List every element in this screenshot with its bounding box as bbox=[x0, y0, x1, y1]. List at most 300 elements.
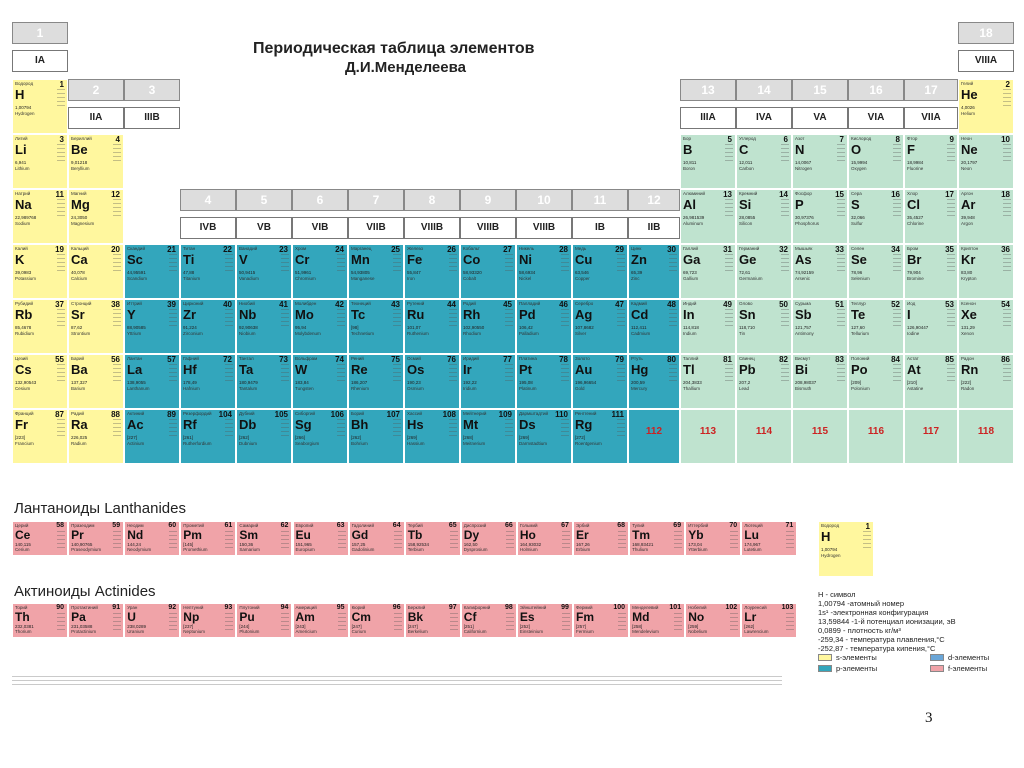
electron-config-text bbox=[393, 364, 401, 384]
atomic-mass: 15,9994 bbox=[851, 160, 868, 165]
atomic-mass: [272] bbox=[575, 435, 586, 440]
electron-config-text bbox=[506, 613, 514, 633]
element-name-en: Copper bbox=[575, 276, 590, 281]
lanthanide-cell-ce[interactable] bbox=[12, 521, 68, 556]
actinide-cell-cm[interactable] bbox=[349, 603, 405, 638]
element-name-ru: Резерфордий bbox=[183, 411, 212, 416]
atomic-mass: 164,93032 bbox=[519, 542, 542, 547]
lanthanide-cell-nd[interactable] bbox=[124, 521, 180, 556]
element-cell-ca[interactable] bbox=[68, 244, 124, 299]
element-cell-o[interactable] bbox=[848, 134, 904, 189]
element-cell-sb[interactable] bbox=[792, 299, 848, 354]
atomic-mass: 39,948 bbox=[961, 215, 975, 220]
electron-config-text bbox=[781, 144, 789, 164]
lanthanide-cell-er[interactable] bbox=[573, 521, 629, 556]
electron-config-text bbox=[450, 613, 458, 633]
electron-config-text bbox=[57, 144, 65, 164]
element-name-en: Antimony bbox=[795, 331, 814, 336]
element-name-en: Osmium bbox=[407, 386, 424, 391]
element-name-ru: Палладий bbox=[519, 301, 541, 306]
atomic-number: 8 bbox=[895, 135, 900, 144]
element-cell-si[interactable] bbox=[736, 189, 792, 244]
element-cell-he[interactable] bbox=[958, 79, 1014, 134]
element-cell-ac[interactable] bbox=[124, 409, 180, 464]
element-name-en: Thorium bbox=[15, 629, 32, 634]
atomic-number: 60 bbox=[168, 522, 177, 529]
element-cell-pd[interactable] bbox=[516, 299, 572, 354]
element-cell-zn[interactable] bbox=[628, 244, 680, 299]
element-name-ru: Америций bbox=[295, 605, 317, 610]
electron-config-text bbox=[169, 531, 177, 551]
actinide-cell-np[interactable] bbox=[180, 603, 236, 638]
element-name-ru: Родий bbox=[463, 301, 476, 306]
element-cell-hg[interactable] bbox=[628, 354, 680, 409]
electron-config-text bbox=[169, 309, 177, 329]
element-cell-ge[interactable] bbox=[736, 244, 792, 299]
element-symbol: Am bbox=[295, 610, 315, 624]
atomic-number: 79 bbox=[615, 355, 624, 364]
electron-config-text bbox=[57, 254, 65, 274]
element-cell-tc[interactable] bbox=[348, 299, 404, 354]
element-name-en: Bohrium bbox=[351, 441, 368, 446]
element-symbol: Rn bbox=[961, 362, 979, 377]
element-cell-rg[interactable] bbox=[572, 409, 628, 464]
element-cell-sg[interactable] bbox=[292, 409, 348, 464]
element-symbol: Ho bbox=[519, 528, 536, 542]
electron-config-text bbox=[863, 531, 871, 551]
element-cell-b[interactable] bbox=[680, 134, 736, 189]
group-number-17: 17 bbox=[904, 79, 958, 101]
element-cell-w[interactable] bbox=[292, 354, 348, 409]
actinide-cell-th[interactable] bbox=[12, 603, 68, 638]
element-cell-sc[interactable] bbox=[124, 244, 180, 299]
atomic-mass: 180,9479 bbox=[239, 380, 258, 385]
element-name-ru: Таллий bbox=[683, 356, 699, 361]
lanthanide-cell-pm[interactable] bbox=[180, 521, 236, 556]
element-name-ru: Тантал bbox=[239, 356, 254, 361]
element-cell-in[interactable] bbox=[680, 299, 736, 354]
actinide-cell-cf[interactable] bbox=[461, 603, 517, 638]
lanthanide-cell-tb[interactable] bbox=[405, 521, 461, 556]
element-cell-at[interactable] bbox=[904, 354, 958, 409]
element-symbol: Re bbox=[351, 362, 368, 377]
actinide-cell-pa[interactable] bbox=[68, 603, 124, 638]
element-symbol: O bbox=[851, 142, 862, 157]
element-name-ru: Эрбий bbox=[576, 523, 590, 528]
element-symbol: No bbox=[688, 610, 705, 624]
electron-config-text bbox=[561, 419, 569, 439]
element-cell-na[interactable] bbox=[12, 189, 68, 244]
actinide-cell-bk[interactable] bbox=[405, 603, 461, 638]
element-symbol: Fm bbox=[576, 610, 594, 624]
element-name-en: Chromium bbox=[295, 276, 316, 281]
atomic-mass: 183,84 bbox=[295, 380, 309, 385]
lanthanide-cell-gd[interactable] bbox=[349, 521, 405, 556]
element-name-ru: Прометий bbox=[183, 523, 205, 528]
element-name-en: Gold bbox=[575, 386, 585, 391]
element-symbol: Ru bbox=[407, 307, 425, 322]
atomic-number: 9 bbox=[949, 135, 954, 144]
element-symbol: Os bbox=[407, 362, 425, 377]
element-cell-fr[interactable] bbox=[12, 409, 68, 464]
lanthanide-cell-lu[interactable] bbox=[741, 521, 797, 556]
element-symbol: Cd bbox=[631, 307, 649, 322]
electron-config-text bbox=[450, 531, 458, 551]
atomic-number: 47 bbox=[615, 300, 624, 309]
element-name-en: Manganese bbox=[351, 276, 375, 281]
atomic-number: 37 bbox=[55, 300, 64, 309]
group-number-13: 13 bbox=[680, 79, 736, 101]
element-cell-db[interactable] bbox=[236, 409, 292, 464]
element-cell-115[interactable] bbox=[792, 409, 848, 464]
element-cell-se[interactable] bbox=[848, 244, 904, 299]
element-name-en: Phosphorus bbox=[795, 221, 820, 226]
element-cell-hs[interactable] bbox=[404, 409, 460, 464]
actinide-cell-no[interactable] bbox=[685, 603, 741, 638]
element-cell-li[interactable] bbox=[12, 134, 68, 189]
element-cell-ds[interactable] bbox=[516, 409, 572, 464]
element-symbol: Cr bbox=[295, 252, 310, 267]
element-cell-be[interactable] bbox=[68, 134, 124, 189]
element-name-ru: Самарий bbox=[239, 523, 259, 528]
element-symbol: Ce bbox=[15, 528, 31, 542]
group-number-4: 4 bbox=[180, 189, 236, 211]
element-symbol: Cf bbox=[463, 610, 477, 624]
element-name-en: Molybdenum bbox=[295, 331, 321, 336]
atomic-number: 14 bbox=[779, 190, 788, 199]
element-cell-sn[interactable] bbox=[736, 299, 792, 354]
electron-config-text bbox=[113, 419, 121, 439]
element-cell-113[interactable] bbox=[680, 409, 736, 464]
element-name-ru: Сиборгий bbox=[295, 411, 316, 416]
element-cell-112[interactable] bbox=[628, 409, 680, 464]
electron-config-text bbox=[225, 531, 233, 551]
element-cell-fe[interactable] bbox=[404, 244, 460, 299]
element-cell-117[interactable] bbox=[904, 409, 958, 464]
element-cell-pt[interactable] bbox=[516, 354, 572, 409]
lanthanide-cell-sm[interactable] bbox=[236, 521, 292, 556]
element-cell-au[interactable] bbox=[572, 354, 628, 409]
element-name-ru: Селен bbox=[851, 246, 865, 251]
element-cell-p[interactable] bbox=[792, 189, 848, 244]
element-name-ru: Углерод bbox=[739, 136, 756, 141]
element-name-en: Neon bbox=[961, 166, 972, 171]
element-symbol: K bbox=[15, 252, 25, 267]
electron-config-text bbox=[781, 254, 789, 274]
table-subtitle: Д.И.Менделеева bbox=[345, 59, 466, 76]
group-number-3: 3 bbox=[124, 79, 180, 101]
element-symbol: Pt bbox=[519, 362, 532, 377]
element-symbol: Es bbox=[519, 610, 535, 624]
element-cell-ir[interactable] bbox=[460, 354, 516, 409]
electron-config-text bbox=[225, 364, 233, 384]
element-cell-rh[interactable] bbox=[460, 299, 516, 354]
element-name-ru: Цирконий bbox=[183, 301, 204, 306]
actinide-cell-lr[interactable] bbox=[741, 603, 797, 638]
element-cell-kr[interactable] bbox=[958, 244, 1014, 299]
atomic-number: 46 bbox=[559, 300, 568, 309]
element-cell-ra[interactable] bbox=[68, 409, 124, 464]
electron-config-text bbox=[947, 199, 955, 219]
group-label-11: IB bbox=[572, 217, 628, 239]
element-cell-ta[interactable] bbox=[236, 354, 292, 409]
element-cell-re[interactable] bbox=[348, 354, 404, 409]
electron-config-text bbox=[669, 254, 677, 274]
lanthanide-cell-yb[interactable] bbox=[685, 521, 741, 556]
element-cell-f[interactable] bbox=[904, 134, 958, 189]
element-cell-ni[interactable] bbox=[516, 244, 572, 299]
atomic-number: 116 bbox=[867, 426, 885, 437]
element-name-ru: Иттербий bbox=[688, 523, 709, 528]
lanthanide-cell-pr[interactable] bbox=[68, 521, 124, 556]
atomic-number: 57 bbox=[167, 355, 176, 364]
atomic-number: 108 bbox=[442, 410, 456, 419]
atomic-number: 83 bbox=[835, 355, 844, 364]
element-cell-mo[interactable] bbox=[292, 299, 348, 354]
element-symbol: Bh bbox=[351, 417, 369, 432]
legend-swatch bbox=[818, 665, 832, 672]
element-cell-s[interactable] bbox=[848, 189, 904, 244]
element-cell-pb[interactable] bbox=[736, 354, 792, 409]
element-symbol: Pb bbox=[739, 362, 756, 377]
element-cell-mt[interactable] bbox=[460, 409, 516, 464]
element-name-en: Helium bbox=[961, 111, 976, 116]
element-cell-co[interactable] bbox=[460, 244, 516, 299]
electron-config-text bbox=[393, 419, 401, 439]
element-cell-ru[interactable] bbox=[404, 299, 460, 354]
element-cell-al[interactable] bbox=[680, 189, 736, 244]
atomic-mass: 226,025 bbox=[71, 435, 88, 440]
atomic-mass: 195,08 bbox=[519, 380, 533, 385]
actinide-cell-es[interactable] bbox=[517, 603, 573, 638]
atomic-mass: 132,90543 bbox=[15, 380, 37, 385]
lanthanide-cell-dy[interactable] bbox=[461, 521, 517, 556]
atomic-number: 84 bbox=[891, 355, 900, 364]
electron-config-text bbox=[893, 309, 901, 329]
element-symbol: Hg bbox=[631, 362, 649, 377]
element-cell-te[interactable] bbox=[848, 299, 904, 354]
element-cell-h[interactable] bbox=[12, 79, 68, 134]
element-name-ru: Иттрий bbox=[127, 301, 142, 306]
electron-config-text bbox=[1003, 144, 1011, 164]
element-cell-n[interactable] bbox=[792, 134, 848, 189]
legend-swatch-label: s-элементы bbox=[836, 653, 877, 662]
actinide-cell-fm[interactable] bbox=[573, 603, 629, 638]
element-cell-la[interactable] bbox=[124, 354, 180, 409]
element-name-en: Tin bbox=[739, 331, 746, 336]
element-symbol: Ga bbox=[683, 252, 701, 267]
element-cell-mg[interactable] bbox=[68, 189, 124, 244]
element-cell-c[interactable] bbox=[736, 134, 792, 189]
element-cell-mn[interactable] bbox=[348, 244, 404, 299]
element-cell-ar[interactable] bbox=[958, 189, 1014, 244]
element-name-en: Thulium bbox=[632, 547, 649, 552]
element-symbol: Rf bbox=[183, 417, 197, 432]
element-name-ru: Серебро bbox=[575, 301, 594, 306]
element-name-en: Neptunium bbox=[183, 629, 206, 634]
element-cell-br[interactable] bbox=[904, 244, 958, 299]
electron-config-text bbox=[893, 364, 901, 384]
atomic-mass: 92,90638 bbox=[239, 325, 258, 330]
atomic-number: 91 bbox=[112, 604, 121, 611]
atomic-number: 34 bbox=[891, 245, 900, 254]
element-cell-sr[interactable] bbox=[68, 299, 124, 354]
electron-config-text bbox=[225, 309, 233, 329]
electron-config-text bbox=[617, 419, 625, 439]
element-name-ru: Рутений bbox=[407, 301, 425, 306]
element-cell-bh[interactable] bbox=[348, 409, 404, 464]
legend-swatch-label: f-элементы bbox=[948, 664, 988, 673]
element-cell-k[interactable] bbox=[12, 244, 68, 299]
element-cell-i[interactable] bbox=[904, 299, 958, 354]
element-cell-hf[interactable] bbox=[180, 354, 236, 409]
element-cell-rb[interactable] bbox=[12, 299, 68, 354]
atomic-mass: 72,61 bbox=[739, 270, 751, 275]
element-name-ru: Лантан bbox=[127, 356, 142, 361]
element-name-ru: Мейтнерий bbox=[463, 411, 487, 416]
lanthanide-cell-tm[interactable] bbox=[629, 521, 685, 556]
electron-config-text bbox=[281, 613, 289, 633]
element-cell-os[interactable] bbox=[404, 354, 460, 409]
actinide-cell-pu[interactable] bbox=[236, 603, 292, 638]
element-name-ru: Неодим bbox=[127, 523, 144, 528]
lanthanide-cell-ho[interactable] bbox=[517, 521, 573, 556]
element-name-en: Gadolinium bbox=[351, 547, 375, 552]
element-name-ru: Медь bbox=[575, 246, 587, 251]
element-cell-cr[interactable] bbox=[292, 244, 348, 299]
atomic-number: 53 bbox=[945, 300, 954, 309]
legend-swatch-label: d-элементы bbox=[948, 653, 990, 662]
element-cell-118[interactable] bbox=[958, 409, 1014, 464]
element-cell-116[interactable] bbox=[848, 409, 904, 464]
element-cell-ag[interactable] bbox=[572, 299, 628, 354]
atomic-mass: 231,03588 bbox=[71, 624, 93, 629]
atomic-number: 24 bbox=[335, 245, 344, 254]
element-symbol: Sr bbox=[71, 307, 85, 322]
element-cell-xe[interactable] bbox=[958, 299, 1014, 354]
electron-config-text bbox=[394, 613, 402, 633]
element-cell-nb[interactable] bbox=[236, 299, 292, 354]
element-cell-rf[interactable] bbox=[180, 409, 236, 464]
atomic-mass: [252] bbox=[519, 624, 530, 629]
element-cell-po[interactable] bbox=[848, 354, 904, 409]
electron-config-text bbox=[113, 531, 121, 551]
element-name-ru: Диспрозий bbox=[463, 523, 487, 528]
atomic-mass: [98] bbox=[351, 325, 359, 330]
element-name-en: Plutonium bbox=[239, 629, 260, 634]
group-label-16: VIA bbox=[848, 107, 904, 129]
element-cell-y[interactable] bbox=[124, 299, 180, 354]
element-name-en: Iodine bbox=[907, 331, 920, 336]
element-name-en: Uranium bbox=[127, 629, 145, 634]
element-cell-rn[interactable] bbox=[958, 354, 1014, 409]
atomic-mass: 40,078 bbox=[71, 270, 85, 275]
element-name-en: Xenon bbox=[961, 331, 975, 336]
group-number-16: 16 bbox=[848, 79, 904, 101]
element-name-en: Tellurium bbox=[851, 331, 870, 336]
lanthanide-cell-eu[interactable] bbox=[293, 521, 349, 556]
atomic-number: 61 bbox=[224, 522, 233, 529]
atomic-number: 39 bbox=[167, 300, 176, 309]
element-name-en: Ytterbium bbox=[688, 547, 708, 552]
element-name-en: Chlorine bbox=[907, 221, 924, 226]
atomic-number: 2 bbox=[1005, 80, 1010, 89]
element-name-en: Bromine bbox=[907, 276, 924, 281]
element-name-ru: Галлий bbox=[683, 246, 698, 251]
electron-config-text bbox=[786, 613, 794, 633]
electron-config-text bbox=[1003, 254, 1011, 274]
actinide-cell-u[interactable] bbox=[124, 603, 180, 638]
table-title: Периодическая таблица элементов bbox=[253, 40, 535, 57]
element-symbol: Mt bbox=[463, 417, 479, 432]
actinide-cell-am[interactable] bbox=[293, 603, 349, 638]
element-cell-ne[interactable] bbox=[958, 134, 1014, 189]
element-cell-bi[interactable] bbox=[792, 354, 848, 409]
atomic-number: 40 bbox=[223, 300, 232, 309]
atomic-mass: [210] bbox=[907, 380, 918, 385]
element-name-ru: Железо bbox=[407, 246, 423, 251]
group-number-18: 18 bbox=[958, 22, 1014, 44]
element-cell-cd[interactable] bbox=[628, 299, 680, 354]
atomic-mass: 65,39 bbox=[631, 270, 643, 275]
atomic-mass: [262] bbox=[351, 435, 362, 440]
element-name-en: Nitrogen bbox=[795, 166, 813, 171]
group-label-1: IA bbox=[12, 50, 68, 72]
atomic-number: 70 bbox=[729, 522, 738, 529]
atomic-mass: 168,93421 bbox=[632, 542, 654, 547]
actinide-cell-md[interactable] bbox=[629, 603, 685, 638]
atomic-mass: [223] bbox=[15, 435, 26, 440]
element-cell-as[interactable] bbox=[792, 244, 848, 299]
element-name-ru: Золото bbox=[575, 356, 590, 361]
element-cell-cl[interactable] bbox=[904, 189, 958, 244]
element-name-ru: Свинец bbox=[739, 356, 755, 361]
electron-config-text bbox=[730, 613, 738, 633]
element-name-en: Nickel bbox=[519, 276, 532, 281]
element-name-en: Hassium bbox=[407, 441, 425, 446]
element-cell-cs[interactable] bbox=[12, 354, 68, 409]
element-cell-cu[interactable] bbox=[572, 244, 628, 299]
element-cell-ga[interactable] bbox=[680, 244, 736, 299]
electron-config-text bbox=[1003, 199, 1011, 219]
element-name-en: Darmstadtium bbox=[519, 441, 548, 446]
element-name-en: Cerium bbox=[15, 547, 30, 552]
element-name-ru: Тулий bbox=[632, 523, 645, 528]
element-cell-tl[interactable] bbox=[680, 354, 736, 409]
element-symbol: Ir bbox=[463, 362, 472, 377]
element-name-ru: Теллур bbox=[851, 301, 866, 306]
atomic-number: 118 bbox=[977, 426, 995, 437]
atomic-number: 11 bbox=[55, 190, 64, 199]
group-number-11: 11 bbox=[572, 189, 628, 211]
element-name-ru: Титан bbox=[183, 246, 196, 251]
element-cell-114[interactable] bbox=[736, 409, 792, 464]
element-name-en: Rubidium bbox=[15, 331, 35, 336]
atomic-number: 38 bbox=[111, 300, 120, 309]
atomic-mass: 95,94 bbox=[295, 325, 307, 330]
atomic-mass: [262] bbox=[239, 435, 250, 440]
element-name-en: Sulfur bbox=[851, 221, 863, 226]
element-name-en: Francium bbox=[15, 441, 34, 446]
element-symbol: Eu bbox=[295, 528, 311, 542]
element-cell-zr[interactable] bbox=[180, 299, 236, 354]
element-cell-ba[interactable] bbox=[68, 354, 124, 409]
element-cell-v[interactable] bbox=[236, 244, 292, 299]
element-cell-ti[interactable] bbox=[180, 244, 236, 299]
atomic-number: 93 bbox=[224, 604, 233, 611]
electron-config-text bbox=[725, 144, 733, 164]
element-symbol: Er bbox=[576, 528, 589, 542]
